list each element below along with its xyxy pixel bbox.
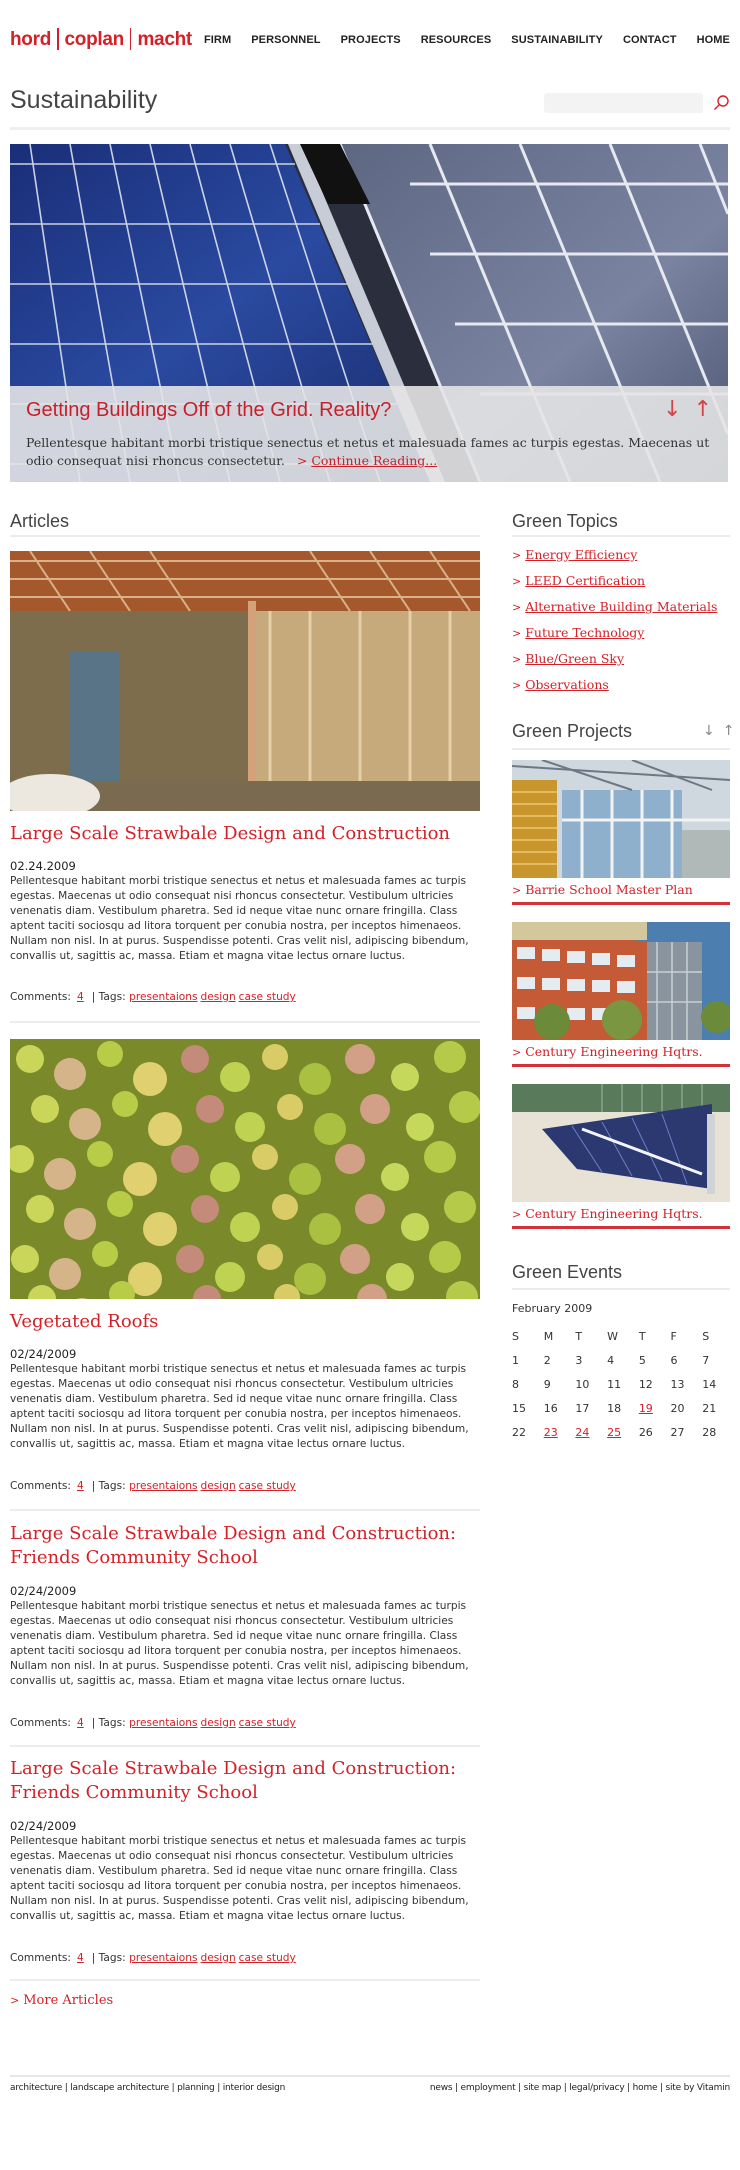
calendar-day: 1	[512, 1353, 519, 1367]
article-title[interactable]: Vegetated Roofs	[10, 1311, 159, 1332]
article-date: 02.24.2009	[10, 859, 76, 873]
search-input[interactable]	[544, 93, 703, 113]
arrow-up-icon[interactable]: ↑	[693, 397, 712, 422]
footer-site-links[interactable]: news | employment | site map | legal/privacy | home | site by Vitamin	[429, 2083, 730, 2093]
tags-label: | Tags:	[91, 991, 126, 1003]
logo-separator	[130, 28, 132, 50]
main-nav	[204, 34, 730, 46]
green-events-heading: Green Events	[512, 1262, 623, 1282]
article-divider	[10, 1509, 480, 1511]
articles-heading: Articles	[10, 511, 70, 531]
tag-link[interactable]: case study	[238, 1480, 296, 1492]
topic-link[interactable]	[512, 599, 717, 625]
tag-link[interactable]: case study	[238, 1717, 296, 1729]
green-projects-nav	[695, 723, 734, 739]
calendar-day: 13	[670, 1377, 685, 1391]
nav-item-firm[interactable]: FIRM	[203, 34, 232, 46]
calendar-day: 16	[543, 1401, 558, 1415]
comments-count-link[interactable]: 4	[77, 1480, 84, 1492]
weekday-label: T	[638, 1329, 646, 1343]
nav-item-personnel[interactable]: PERSONNEL	[251, 34, 321, 46]
article-date: 02/24/2009	[10, 1584, 77, 1598]
article-divider	[10, 1021, 480, 1023]
calendar-day: 9	[543, 1377, 551, 1391]
nav-item-home[interactable]: HOME	[696, 34, 730, 46]
green-topics-list	[512, 547, 717, 703]
calendar-week	[512, 1396, 734, 1420]
project-title: Century Engineering Hqtrs.	[525, 1206, 703, 1221]
chevron-right-icon: >	[512, 653, 522, 666]
green-projects-heading: Green Projects	[512, 721, 633, 741]
project-title: Barrie School Master Plan	[525, 882, 693, 897]
topic-label: Observations	[525, 677, 609, 692]
calendar-day: 17	[575, 1401, 590, 1415]
topic-label: LEED Certification	[525, 573, 646, 588]
project-accent-bar	[512, 902, 730, 905]
chevron-right-icon: >	[512, 627, 522, 640]
project-accent-bar	[512, 1064, 730, 1067]
page-title: Sustainability	[10, 86, 158, 114]
nav-item-sustainability[interactable]: SUSTAINABILITY	[511, 34, 603, 46]
project-accent-bar	[512, 1226, 730, 1229]
chevron-right-icon: >	[512, 549, 522, 562]
calendar-day: 5	[638, 1353, 646, 1367]
weekday-label: M	[543, 1329, 554, 1343]
topic-label: Blue/Green Sky	[525, 651, 625, 666]
weekday-label: F	[670, 1329, 677, 1343]
tags-label: | Tags:	[91, 1717, 126, 1729]
project-card[interactable]	[512, 922, 730, 1067]
tag-link[interactable]: design	[200, 1717, 236, 1729]
calendar-day: 7	[702, 1353, 710, 1367]
topic-label: Energy Efficiency	[525, 547, 638, 562]
arrow-down-icon[interactable]: ↓	[663, 397, 682, 422]
footer-divider	[10, 2075, 730, 2077]
article-meta	[10, 1952, 299, 1964]
comments-count-link[interactable]: 4	[77, 991, 84, 1003]
search-icon[interactable]	[712, 94, 730, 112]
continue-reading-link[interactable]	[297, 453, 437, 468]
calendar-day: 20	[670, 1401, 685, 1415]
nav-item-projects[interactable]: PROJECTS	[340, 34, 401, 46]
events-calendar	[512, 1324, 734, 1444]
logo-part: macht	[137, 29, 192, 50]
article-body: Pellentesque habitant morbi tristique senectus et netus et malesuada fames ac turpis egestas. Maecenas ut odio consequat nisi rhoncus consectetur. Vestibulum ultricies venenatis diam. Vestibulum pharetra. Sed id neque vitae nunc ornare fringilla. Class aptent taciti sociosqu ad litora torquent per conubia nostra, per inceptos himenaeos. Nullam non nisl. In at purus. Suspendisse potenti. Cras velit nisl, adipiscing bibendum, convallis ut, sagittis ac, massa. Etiam et magna vitae lectus ornare luctus.	[10, 1835, 469, 1922]
chevron-right-icon: >	[10, 1994, 20, 2007]
article-divider	[10, 1745, 480, 1747]
hero-summary: Pellentesque habitant morbi tristique senectus et netus et malesuada fames ac turpis egestas. Maecenas ut odio consequat nisi rhoncus consectetur.	[26, 435, 710, 468]
project-image-solar-collectors	[512, 1084, 730, 1202]
article-divider	[10, 1979, 480, 1981]
continue-reading-label: Continue Reading...	[311, 453, 438, 468]
logo-part: hord	[10, 29, 52, 50]
comments-count-link[interactable]: 4	[77, 1717, 84, 1729]
arrow-up-icon[interactable]: ↑	[722, 723, 735, 739]
calendar-day: 6	[670, 1353, 678, 1367]
tag-link[interactable]: design	[200, 991, 236, 1003]
nav-item-contact[interactable]: CONTACT	[622, 34, 677, 46]
calendar-day: 2	[543, 1353, 551, 1367]
article-meta	[10, 991, 299, 1003]
project-card[interactable]	[512, 1084, 730, 1229]
topic-label: Alternative Building Materials	[525, 599, 718, 614]
green-topics-divider	[512, 535, 730, 537]
nav-item-resources[interactable]: RESOURCES	[420, 34, 492, 46]
calendar-day: 3	[575, 1353, 583, 1367]
calendar-day: 10	[575, 1377, 590, 1391]
calendar-day: 28	[702, 1425, 717, 1439]
tag-link[interactable]: case study	[238, 1952, 296, 1964]
calendar-event-day[interactable]: 25	[607, 1425, 622, 1439]
chevron-right-icon: >	[512, 884, 522, 897]
chevron-right-icon: >	[512, 601, 522, 614]
article-body: Pellentesque habitant morbi tristique senectus et netus et malesuada fames ac turpis egestas. Maecenas ut odio consequat nisi rhoncus consectetur. Vestibulum ultricies venenatis diam. Vestibulum pharetra. Sed id neque vitae nunc ornare fringilla. Class aptent taciti sociosqu ad litora torquent per conubia nostra, per inceptos himenaeos. Nullam non nisl. In at purus. Suspendisse potenti. Cras velit nisl, adipiscing bibendum, convallis ut, sagittis ac, massa. Etiam et magna vitae lectus ornare luctus.	[10, 1363, 469, 1450]
calendar-day: 18	[607, 1401, 622, 1415]
calendar-week	[512, 1420, 734, 1444]
calendar-day: 15	[512, 1401, 526, 1415]
green-topics-heading: Green Topics	[512, 511, 618, 531]
article-date: 02/24/2009	[10, 1347, 77, 1361]
comments-label: Comments:	[10, 991, 71, 1003]
calendar-day: 12	[638, 1377, 653, 1391]
calendar-week	[512, 1348, 734, 1372]
calendar-day: 14	[702, 1377, 717, 1391]
tag-link[interactable]: presentaions	[129, 1717, 198, 1729]
logo[interactable]	[10, 28, 192, 51]
calendar-event-day[interactable]: 24	[575, 1425, 590, 1439]
topic-link[interactable]	[512, 651, 717, 677]
article-title[interactable]: Large Scale Strawbale Design and Construction	[10, 823, 451, 844]
more-articles-link[interactable]	[10, 1993, 113, 2008]
calendar-day: 11	[607, 1377, 622, 1391]
tag-link[interactable]: presentaions	[129, 1952, 198, 1964]
chevron-right-icon: >	[512, 1046, 522, 1059]
calendar-day: 4	[607, 1353, 615, 1367]
tags-label: | Tags:	[91, 1952, 126, 1964]
calendar-event-day[interactable]: 19	[638, 1401, 653, 1415]
weekday-label: T	[575, 1329, 583, 1343]
header-divider	[10, 127, 730, 130]
hero-nav	[651, 397, 712, 422]
project-image-century-engineering	[512, 922, 730, 1040]
green-events-divider	[512, 1288, 730, 1290]
hero-title[interactable]: Getting Buildings Off of the Grid. Reality?	[26, 399, 392, 421]
article-meta	[10, 1480, 299, 1492]
tag-link[interactable]: design	[200, 1480, 236, 1492]
article-body: Pellentesque habitant morbi tristique senectus et netus et malesuada fames ac turpis egestas. Maecenas ut odio consequat nisi rhoncus consectetur. Vestibulum ultricies venenatis diam. Vestibulum pharetra. Sed id neque vitae nunc ornare fringilla. Class aptent taciti sociosqu ad litora torquent per conubia nostra, per inceptos himenaeos. Nullam non nisl. In at purus. Suspendisse potenti. Cras velit nisl, adipiscing bibendum, convallis ut, sagittis ac, massa. Etiam et magna vitae lectus ornare luctus.	[10, 875, 469, 962]
footer-services-links[interactable]: architecture | landscape architecture | planning | interior design	[10, 2083, 286, 2093]
topic-link[interactable]	[512, 547, 717, 573]
project-title: Century Engineering Hqtrs.	[525, 1044, 703, 1059]
project-card[interactable]	[512, 760, 730, 905]
chevron-right-icon: >	[512, 575, 522, 588]
weekday-label: S	[702, 1329, 710, 1343]
article-image-strawbale[interactable]	[10, 551, 480, 811]
logo-separator	[57, 28, 59, 50]
article-title[interactable]: Large Scale Strawbale Design and Construction: Friends Community School	[10, 1523, 457, 1568]
topic-link[interactable]	[512, 625, 717, 651]
topic-label: Future Technology	[525, 625, 645, 640]
articles-divider	[10, 535, 480, 537]
hero-text	[26, 434, 716, 470]
calendar-week	[512, 1372, 734, 1396]
arrow-down-icon[interactable]: ↓	[703, 723, 715, 739]
calendar-event-day[interactable]: 23	[543, 1425, 558, 1439]
calendar-day: 8	[512, 1377, 519, 1391]
calendar-day: 27	[670, 1425, 685, 1439]
weekday-label: S	[512, 1329, 519, 1343]
article-date: 02/24/2009	[10, 1819, 77, 1833]
project-caption	[512, 878, 730, 902]
weekday-label: W	[607, 1329, 618, 1343]
calendar-day: 26	[638, 1425, 653, 1439]
project-image-barrie-school	[512, 760, 730, 878]
tag-link[interactable]: design	[200, 1952, 236, 1964]
article-title[interactable]: Large Scale Strawbale Design and Construction: Friends Community School	[10, 1758, 457, 1803]
more-articles-label: More Articles	[23, 1993, 114, 2008]
article-image-vegetated-roof[interactable]	[10, 1039, 480, 1299]
comments-label: Comments:	[10, 1717, 71, 1729]
topic-link[interactable]	[512, 573, 717, 599]
calendar-day: 22	[512, 1425, 526, 1439]
chevron-right-icon: >	[512, 679, 522, 692]
comments-label: Comments:	[10, 1480, 71, 1492]
tags-label: | Tags:	[91, 1480, 126, 1492]
topic-link[interactable]	[512, 677, 717, 703]
comments-count-link[interactable]: 4	[77, 1952, 84, 1964]
article-body: Pellentesque habitant morbi tristique senectus et netus et malesuada fames ac turpis egestas. Maecenas ut odio consequat nisi rhoncus consectetur. Vestibulum ultricies venenatis diam. Vestibulum pharetra. Sed id neque vitae nunc ornare fringilla. Class aptent taciti sociosqu ad litora torquent per conubia nostra, per inceptos himenaeos. Nullam non nisl. In at purus. Suspendisse potenti. Cras velit nisl, adipiscing bibendum, convallis ut, sagittis ac, massa. Etiam et magna vitae lectus ornare luctus.	[10, 1600, 469, 1687]
chevron-right-icon: >	[512, 1208, 522, 1221]
hero-slider	[10, 144, 728, 482]
green-projects-divider	[512, 748, 730, 750]
tag-link[interactable]: presentaions	[129, 991, 198, 1003]
tag-link[interactable]: presentaions	[129, 1480, 198, 1492]
comments-label: Comments:	[10, 1952, 71, 1964]
project-caption	[512, 1040, 730, 1064]
calendar-day: 21	[702, 1401, 717, 1415]
article-meta	[10, 1717, 299, 1729]
logo-part: coplan	[64, 29, 124, 50]
tag-link[interactable]: case study	[238, 991, 296, 1003]
calendar-month: February 2009	[512, 1302, 593, 1315]
chevron-right-icon: >	[296, 453, 308, 468]
project-caption	[512, 1202, 730, 1226]
